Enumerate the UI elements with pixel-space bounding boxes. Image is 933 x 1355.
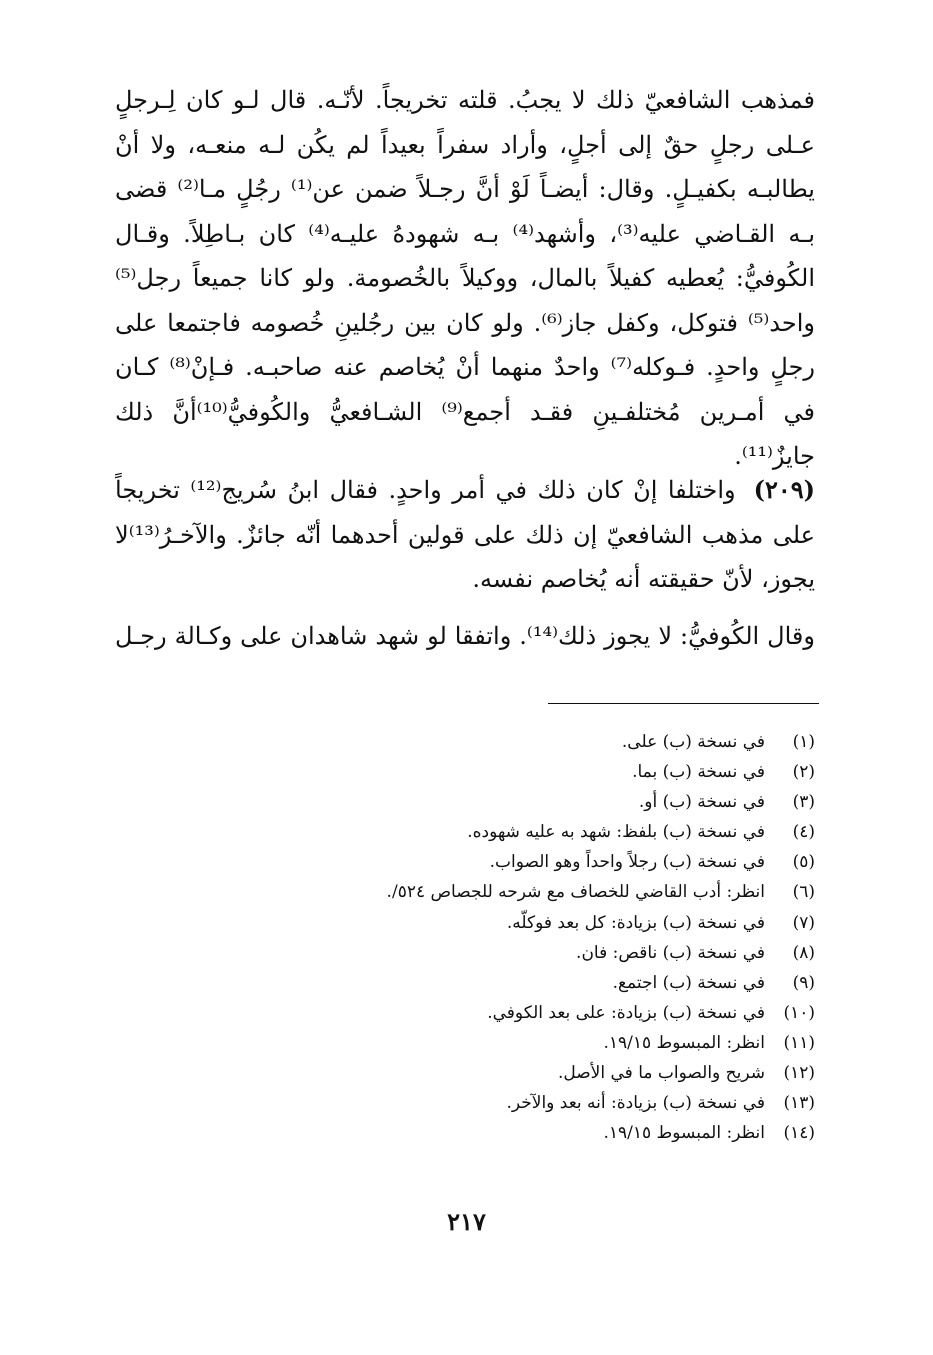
footnote-item bbox=[115, 847, 815, 877]
footnote-text: في نسخة (ب) بلفظ: شهد به عليه شهوده. bbox=[467, 822, 765, 843]
footnote-item bbox=[115, 787, 815, 817]
footnote-number: (١٢) bbox=[783, 1063, 815, 1084]
footnote-number: (٣) bbox=[792, 792, 815, 813]
footnote-text: في نسخة (ب) أو. bbox=[638, 792, 765, 813]
footnote-item bbox=[115, 727, 815, 757]
footnote-number: (٤) bbox=[792, 822, 815, 843]
footnote-item bbox=[115, 757, 815, 787]
footnote-number: (٧) bbox=[792, 912, 815, 933]
section-number: (٢٠٩) bbox=[753, 475, 815, 504]
footnote-item bbox=[115, 1058, 815, 1088]
footnote-text: في نسخة (ب) اجتمع. bbox=[612, 972, 765, 993]
footnote-separator bbox=[548, 703, 819, 704]
footnote-item bbox=[115, 1028, 815, 1058]
footnote-number: (١٤) bbox=[783, 1123, 815, 1144]
footnote-number: (٦) bbox=[792, 882, 815, 903]
footnote-item bbox=[115, 908, 815, 938]
footnote-item bbox=[115, 968, 815, 998]
footnote-text: انظر: المبسوط ١٩/١٥. bbox=[603, 1032, 765, 1053]
footnote-item bbox=[115, 938, 815, 968]
footnote-item bbox=[115, 817, 815, 847]
footnote-text: في نسخة (ب) بزيادة: أنه بعد والآخر. bbox=[506, 1093, 765, 1114]
footnote-text: في نسخة (ب) بزيادة: كل بعد فوكلّه. bbox=[506, 912, 765, 933]
footnote-text: في نسخة (ب) بزيادة: على بعد الكوفي. bbox=[487, 1002, 765, 1023]
footnote-number: (١) bbox=[792, 732, 815, 752]
footnote-number: (١١) bbox=[783, 1032, 815, 1053]
footnote-number: (٥) bbox=[792, 852, 815, 873]
footnote-number: (١٠) bbox=[783, 1002, 815, 1023]
footnote-number: (١٣) bbox=[783, 1093, 815, 1114]
footnote-text: في نسخة (ب) رجلاً واحداً وهو الصواب. bbox=[489, 852, 765, 873]
footnote-item bbox=[115, 998, 815, 1028]
section-209-text: واختلفا إنْ كان ذلك في أمر واحدٍ. فقال ابنُ سُريج⁽¹²⁾ تخريجاً على مذهب الشافعيّ إن ذلك على قولين أحدهما أنّه جائزٌ. والآخـرُ⁽¹³⁾لا يجوز، لأنّ حقيقته أنه يُخاصم نفسه. bbox=[115, 476, 815, 593]
footnote-text: انظر: المبسوط ١٩/١٥. bbox=[603, 1123, 765, 1144]
footnotes-list bbox=[115, 727, 815, 1148]
footnote-text: شريح والصواب ما في الأصل. bbox=[557, 1063, 765, 1084]
footnote-text: انظر: أدب القاضي للخصاف مع شرحه للجصاص ٥٢٤/. bbox=[386, 882, 765, 903]
footnote-text: في نسخة (ب) على. bbox=[621, 732, 765, 752]
closing-paragraph: وقال الكُوفيُّ: لا يجوز ذلك⁽¹⁴⁾. واتفقا لو شهد شاهدان على وكـالة رجـل bbox=[115, 622, 815, 650]
section-209-paragraph bbox=[115, 468, 815, 602]
footnote-number: (٩) bbox=[792, 972, 815, 993]
footnote-item bbox=[115, 877, 815, 907]
footnote-text: في نسخة (ب) بما. bbox=[632, 762, 765, 783]
footnote-number: (٨) bbox=[792, 942, 815, 963]
footnote-number: (٢) bbox=[792, 762, 815, 783]
footnote-text: في نسخة (ب) ناقص: فان. bbox=[576, 942, 765, 963]
page-number: ٢١٧ bbox=[447, 1207, 486, 1236]
footnote-item bbox=[115, 1118, 815, 1148]
footnote-item bbox=[115, 1088, 815, 1118]
main-paragraph: فمذهب الشافعيّ ذلك لا يجبُ. قلته تخريجاً. لأنّـه. قال لـو كان لِـرجلٍ عـلى رجلٍ حقٌ إلى أجلٍ، وأراد سفراً بعيداً لم يكُن لـه منعـه، ولا أنْ يطالبـه بكفيـلٍ. وقال: أيضـاً لَوْ أنَّ رجـلاً ضمن عن⁽¹⁾ رجُلٍ مـا⁽²⁾ قضى بـه القـاضي عليه⁽³⁾، وأشهد⁽⁴⁾ بـه شهودهُ عليـه⁽⁴⁾ كان بـاطِلاً. وقـال الكُوفيُّ: يُعطيه كفيلاً بالمال، ووكيلاً بالخُصومة. ولو كانا جميعاً رجل⁽⁵⁾ واحد⁽⁵⁾ فتوكل، وكفل جاز⁽⁶⁾. ولو كان بين رجُلينِ خُصومه فاجتمعا على رجلٍ واحدٍ. فـوكله⁽⁷⁾ واحدٌ منهما أنْ يُخاصم عنه صاحبـه. فـإنْ⁽⁸⁾ كـان في أمـرين مُختلفـينِ فقـد أجمع⁽⁹⁾ الشـافعيُّ والكُوفيُّ⁽¹⁰⁾أنَّ ذلك جايزٌ⁽¹¹⁾. bbox=[115, 86, 816, 470]
